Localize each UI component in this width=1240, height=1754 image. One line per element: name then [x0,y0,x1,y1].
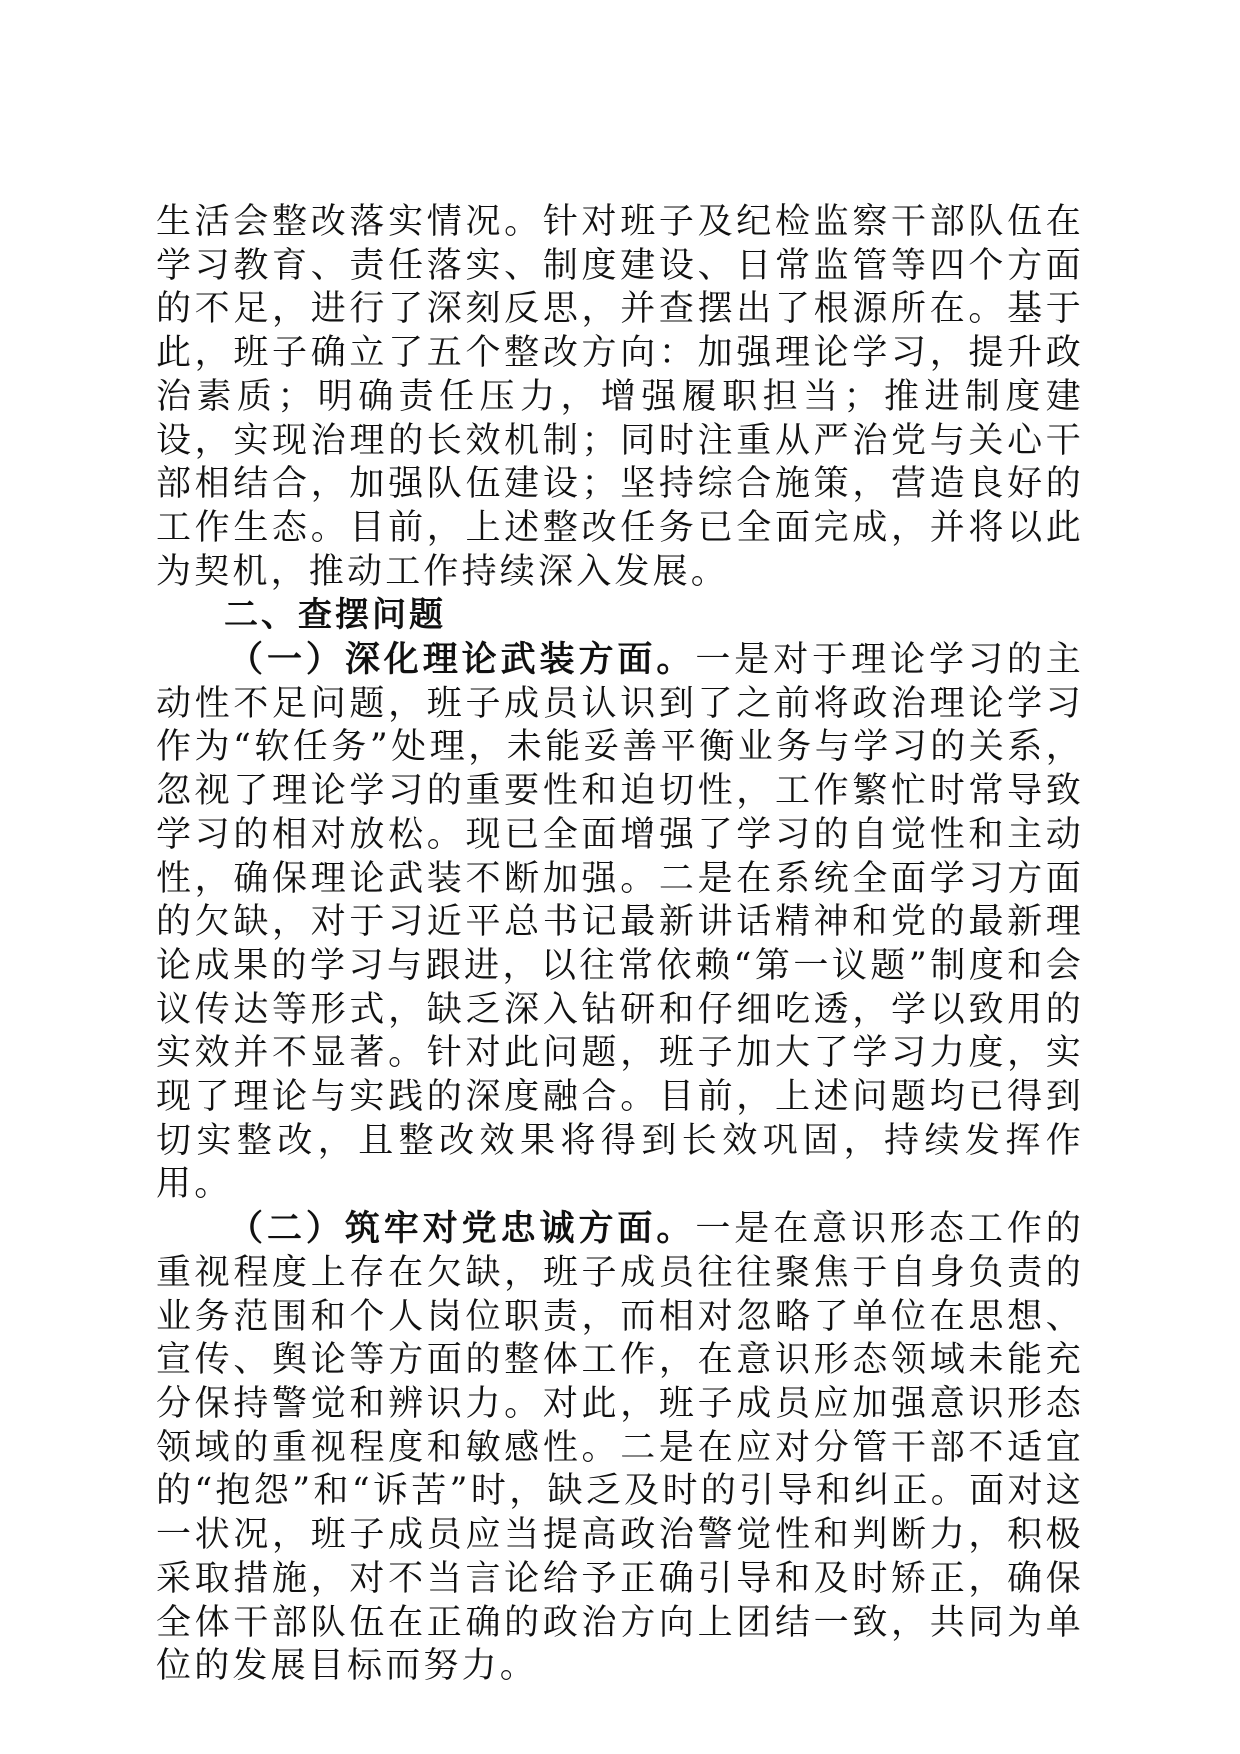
paragraph-text: 一是在意识形态工作的重视程度上存在欠缺，班子成员往往聚焦于自身负责的业务范围和个人岗位职责，而相对忽略了单位在思想、宣传、舆论等方面的整体工作，在意识形态领域未能充分保持警觉和辨识力。对此，班子成员应加强意识形态领域的重视程度和敏感性。二是在应对分管干部不适宜的“抱怨”和“诉苦”时，缺乏及时的引导和纠正。面对这一状况，班子成员应当提高政治警觉性和判断力，积极采取措施，对不当言论给予正确引导和及时矫正，确保全体干部队伍在正确的政治方向上团结一致，共同为单位的发展目标而努力。 [156,1209,1084,1687]
document-body [156,200,1084,1689]
paragraph-text: 生活会整改落实情况。针对班子及纪检监察干部队伍在学习教育、责任落实、制度建设、日常监管等四个方面的不足，进行了深刻反思，并查摆出了根源所在。基于此，班子确立了五个整改方向：加强理论学习，提升政治素质；明确责任压力，增强履职担当；推进制度建设，实现治理的长效机制；同时注重从严治党与关心干部相结合，加强队伍建设；坚持综合施策，营造良好的工作生态。目前，上述整改任务已全面完成，并将以此为契机，推动工作持续深入发展。 [156,202,1084,592]
paragraph-theory-arming [156,638,1084,1207]
paragraph-party-loyalty [156,1207,1084,1689]
paragraph-lead: （一）深化理论武装方面。 [228,639,696,681]
paragraph-text: 一是对于理论学习的主动性不足问题，班子成员认识到了之前将政治理论学习作为“软任务”处理，未能妥善平衡业务与学习的关系，忽视了理论学习的重要性和迫切性，工作繁忙时常导致学习的相对放松。现已全面增强了学习的自觉性和主动性，确保理论武装不断加强。二是在系统全面学习方面的欠缺，对于习近平总书记最新讲话精神和党的最新理论成果的学习与跟进，以往常依赖“第一议题”制度和会议传达等形式，缺乏深入钻研和仔细吃透，学以致用的实效并不显著。针对此问题，班子加大了学习力度，实现了理论与实践的深度融合。目前，上述问题均已得到切实整改，且整改效果将得到长效巩固，持续发挥作用。 [156,640,1084,1205]
paragraph-lead: （二）筑牢对党忠诚方面。 [228,1208,696,1250]
section-heading: 二、查摆问题 [224,595,446,636]
paragraph-rectification-summary [156,200,1084,594]
